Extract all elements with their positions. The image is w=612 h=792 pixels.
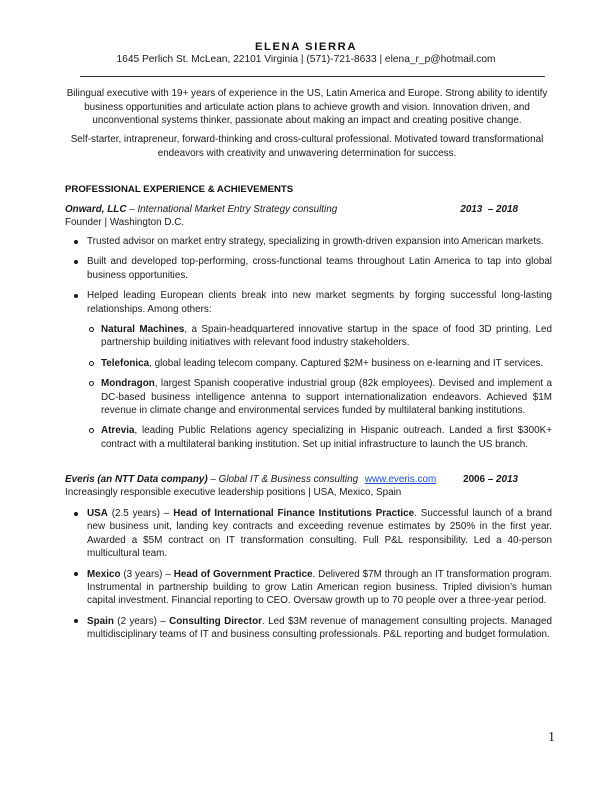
hollow-bullet-icon — [89, 327, 94, 332]
hollow-bullet-icon — [89, 428, 94, 433]
client-text: , leading Public Relations agency specializing in Hispanic outreach. Landed a first $300K+ contract with a multilateral banking institution. Set up initial infrastructure to launch the US branch. — [101, 425, 552, 450]
date-start: 2013 — [460, 204, 483, 215]
page-number: 1 — [548, 730, 555, 745]
duration-text: (2 years) – — [113, 615, 170, 627]
company-separator: – — [207, 474, 219, 485]
list-item — [74, 507, 552, 561]
client-name: Atrevia — [101, 425, 135, 437]
client-text: , a Spain-headquartered innovative startup in the space of food 3D printing. Led partnership building initiatives with relevant food industry stakeholders. — [101, 324, 552, 349]
date-separator: – — [485, 474, 497, 485]
duration-text: (3 years) – — [120, 568, 174, 580]
hollow-bullet-icon — [89, 381, 94, 386]
job-header-everis — [65, 473, 552, 486]
bullet-icon — [74, 619, 78, 623]
bullet-icon — [74, 572, 78, 576]
job-header-onward — [65, 203, 552, 216]
client-name: Telefonica — [101, 357, 150, 369]
bullet-text: Trusted advisor on market entry strategy, specializing in growth-driven expansion into American markets. — [87, 236, 544, 247]
sub-bullets-clients — [87, 323, 552, 451]
bullet-icon — [74, 260, 78, 264]
candidate-name: ELENA SIERRA — [254, 41, 358, 53]
job-subtitle: Increasingly responsible executive leadership positions | USA, Mexico, Spain — [65, 487, 402, 498]
bullet-icon — [74, 512, 78, 516]
header-divider — [80, 76, 545, 77]
job-bullets-everis — [74, 507, 552, 642]
list-item — [74, 568, 552, 608]
role-title: Head of International Finance Institutions Practice — [173, 508, 415, 519]
company-description: Global IT & Business consulting — [218, 474, 359, 485]
list-item — [74, 235, 552, 248]
country-label: USA — [87, 508, 108, 519]
bullet-icon — [74, 294, 78, 298]
company-description: International Market Entry Strategy consulting — [137, 204, 338, 215]
list-item — [87, 323, 552, 350]
date-start: 2006 — [463, 474, 486, 485]
list-item — [74, 289, 552, 451]
bullet-text: Built and developed top-performing, cross-functional teams throughout Latin America to tap into global business opportunities. — [87, 256, 552, 281]
hollow-bullet-icon — [89, 361, 94, 366]
job-dates — [463, 473, 518, 486]
duration-text: (2.5 years) – — [107, 508, 174, 519]
summary-paragraph-2: Self-starter, intrapreneur, forward-thinking and cross-cultural professional. Motivated toward transformational endeavors with creativity and unwavering determination for success. — [70, 134, 544, 159]
bullet-text: . Led $3M revenue of management consulting projects. Managed multidisciplinary teams of IT and business consulting professionals. P&L reporting and budget formulation. — [87, 615, 552, 641]
job-bullets-onward — [74, 235, 552, 451]
date-end: 2013 — [496, 474, 518, 485]
company-separator: – — [126, 204, 138, 215]
contact-line: 1645 Perlich St. McLean, 22101 Virginia | (571)-721-8633 | elena_r_p@hotmail.com — [116, 54, 496, 65]
list-item — [87, 424, 552, 451]
country-label: Mexico — [87, 568, 121, 580]
client-text: , global leading telecom company. Captured $2M+ business on e-learning and IT services. — [149, 357, 544, 369]
bullet-icon — [74, 240, 78, 244]
client-name: Mondragon — [101, 378, 155, 390]
list-item — [74, 615, 552, 642]
country-label: Spain — [87, 615, 114, 627]
job-subtitle: Founder | Washington D.C. — [65, 217, 185, 228]
company-name: Onward, LLC — [65, 204, 127, 215]
client-name: Natural Machines — [101, 324, 185, 336]
bullet-text: . Delivered $7M through an IT transformation program. Instrumental in partnership building to grow Latin American region business. Tripled division’s human capital investment. Financial reporting to CEO. Oversaw growth up to 70 people over a three-year period. — [87, 568, 553, 607]
bullet-text: . Successful launch of a brand new business unit, landing key contracts and exceeding revenue estimates by 250% in the first year. Awarded a $5M contract on IT transformation consulting. Full P&L responsibility. Led a 40-person multicultural team. — [87, 508, 552, 560]
list-item — [87, 357, 552, 370]
client-text: , largest Spanish cooperative industrial group (82k employees). Devised and implement a DC-based business intelligence antenna to support internationalization endeavors. Achieved $1M revenue in climate change and environmental services funded by multilateral banking institutions. — [101, 378, 552, 417]
role-title: Consulting Director — [169, 615, 262, 627]
section-title-experience: PROFESSIONAL EXPERIENCE & ACHIEVEMENTS — [65, 184, 294, 195]
date-end: 2018 — [496, 204, 518, 215]
list-item — [74, 255, 552, 282]
date-separator: – — [482, 204, 497, 215]
role-title: Head of Government Practice — [173, 568, 313, 580]
bullet-text: Helped leading European clients break into new market segments by forging successful long-lasting relationships. Among others: — [87, 290, 552, 315]
company-website-link[interactable]: www.everis.com — [364, 474, 437, 485]
list-item — [87, 377, 552, 417]
company-name: Everis (an NTT Data company) — [65, 474, 208, 485]
job-dates — [460, 203, 518, 216]
summary-paragraph-1: Bilingual executive with 19+ years of experience in the US, Latin America and Europe. Strong ability to identify business opportunities and articulate action plans to achieve growth and vision. Innovation driven, and unconventional systems thinker, passionate about making an impact and creating positive change. — [66, 88, 548, 127]
